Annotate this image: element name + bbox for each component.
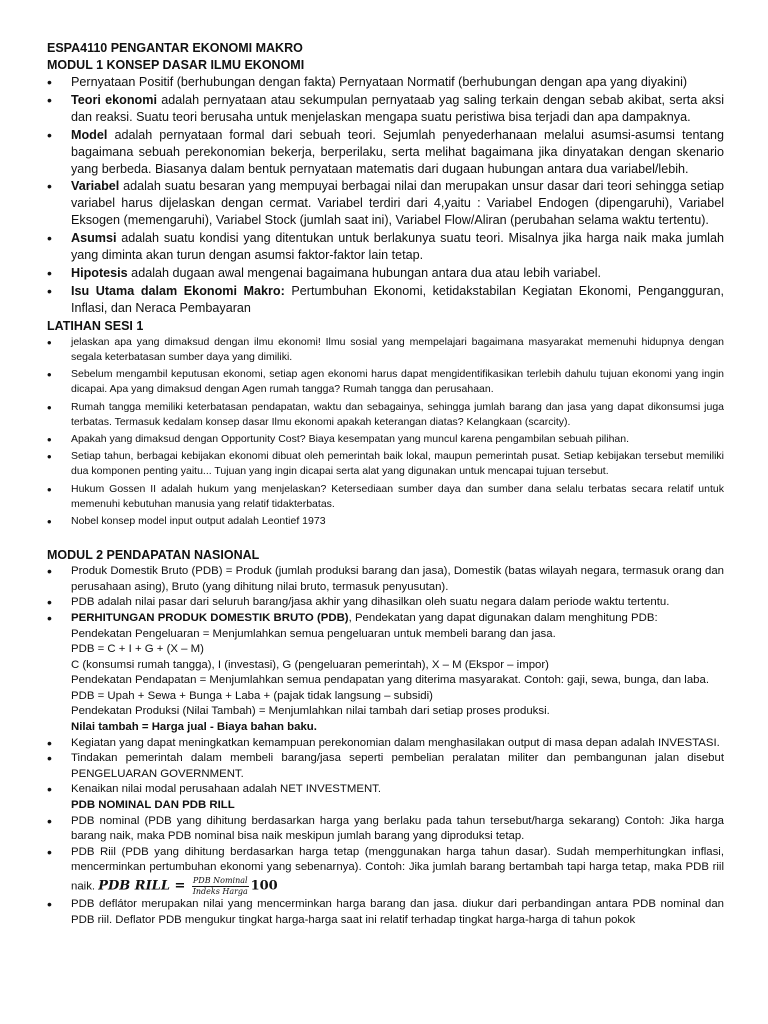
formula-fraction: $\frac{\text{PDB Nominal}}{\text{Indeks Harga}}$ — [192, 876, 248, 896]
list-item: • Teori ekonomi adalah pernyataan atau sekumpulan pernyataab yag saling terkain dengan sebab akibat, serta aksi dan reaksi. Suatu teori berusaha untuk menjelaskan mengapa suatu peristiwa bisa terjadi dan apa dampaknya. — [47, 92, 724, 126]
list-item: • Model adalah pernyataan formal dari sebuah teori. Sejumlah penyederhanaan melalui asumsi-asumsi tentang bagaimana sebuah perekonomian bekerja, berperilaku, serta melihat bagaimana jika dinyatakan dengan skenario yang berbeda. Biasanya dalam bentuk pernyataan matematis dari dugaan hubungan antara dua variabel/lebih. — [47, 127, 724, 178]
list-item: • Nobel konsep model input output adalah Leontief 1973 — [47, 514, 724, 529]
list-item: • Kegiatan yang dapat meningkatkan kemampuan perekonomian dalam menghasilakan output di masa depan adalah INVESTASI. — [47, 736, 724, 752]
list-item: • Isu Utama dalam Ekonomi Makro: Pertumbuhan Ekonomi, ketidakstabilan Kegiatan Ekonomi, Pengangguran, Inflasi, dan Neraca Pembayaran — [47, 283, 724, 317]
list-item: • PERHITUNGAN PRODUK DOMESTIK BRUTO (PDB), Pendekatan yang dapat digunakan dalam menghitung PDB: Pendekatan Pengeluaran = Menjumlahkan semua pengeluaran untuk membeli barang dan jasa. PDB = C + I + G + (X – M) C (konsumsi rumah tangga), I (investasi), G (pengeluaran pemerintah), X – M (Ekspor – impor) Pendekatan Pendapatan = Menjumlahkan semua pendapatan yang diterima masyarakat. Contoh: gaji, sewa, bunga, dan laba. PDB = Upah + Sewa + Bunga + Laba + (pajak tidak langsung – subsidi) Pendekatan Produksi (Nilai Tambah) = Menjumlahkan nilai tambah dari setiap proses produksi. Nilai tambah = Harga jual - Biaya bahan baku. — [47, 611, 724, 736]
list-item: • Variabel adalah suatu besaran yang mempuyai berbagai nilai dan merupakan unsur dasar dari teori sehingga setiap variabel harus dijelaskan dengan cermat. Variabel terdiri dari 4,yaitu : Variabel Endogen (dipengaruhi), Variabel Eksogen (memengaruhi), Variabel Stock (jumlah saat ini), Variabel Flow/Aliran (perubahan selama waktu tertentu). — [47, 178, 724, 229]
list-item: • Setiap tahun, berbagai kebijakan ekonomi dibuat oleh pemerintah baik lokal, maupun pemerintah pusat. Setiap kebijakan tersebut memiliki dua komponen penting yaitu... Tujuan yang ingin dicapai serta alat yang digunakan untuk mencapai tujuan tersebut. — [47, 449, 724, 479]
modul2-list-2 — [47, 814, 724, 929]
modul1-list — [47, 74, 724, 317]
formula-label: PDB RILL — [98, 878, 170, 894]
list-item: • PDB Riil (PDB yang dihitung berdasarkan harga tetap (menggunakan harga tahun dasar). Sudah memperhitungkan inflasi, mencerminkan pertumbuhan ekonomi yang sebenarnya). Contoh: Jika jumlah barang bertambah tapi harga tetap, maka PDB riil naik. PDB RILL = $\frac{\text{PDB Nominal}}{\text{Indeks Harga}}$ 100 — [47, 845, 724, 897]
modul2-title: MODUL 2 PENDAPATAN NASIONAL — [47, 548, 260, 563]
list-item: • Apakah yang dimaksud dengan Opportunity Cost? Biaya kesempatan yang muncul karena pengambilan sebuah pilihan. — [47, 432, 724, 447]
list-item: • Produk Domestik Bruto (PDB) = Produk (jumlah produksi barang dan jasa), Domestik (batas wilayah negara, termasuk orang dan perusahaan asing), Bruto (yang dihitung nilai bruto, termasuk penyusutan). — [47, 564, 724, 595]
list-item: • Asumsi adalah suatu kondisi yang ditentukan untuk berlakunya suatu teori. Misalnya jika harga naik maka jumlah yang diminta akan turun dengan asumsi faktor-faktor lain tetap. — [47, 230, 724, 264]
modul1-title: MODUL 1 KONSEP DASAR ILMU EKONOMI — [47, 58, 305, 72]
nominal-heading: PDB NOMINAL DAN PDB RILL — [71, 799, 235, 812]
list-item: • Rumah tangga memiliki keterbatasan pendapatan, waktu dan sebagainya, sehingga jumlah barang dan jasa yang dapat dikonsumsi juga terbatas. Termasuk kedalam konsep dasar Ilmu ekonomi apakah keterangan diatas? Kelangkaan (scarcity). — [47, 400, 724, 430]
list-item: • jelaskan apa yang dimaksud dengan ilmu ekonomi! Ilmu sosial yang mempelajari bagaimana masyarakat memenuhi hidupnya dengan segala keterbatasan sumber daya yang dimiliki. — [47, 335, 724, 365]
list-item: • Sebelum mengambil keputusan ekonomi, setiap agen ekonomi harus dapat mengidentifikasikan terlebih dahulu tujuan ekonomi yang ingin dicapai. Apa yang dimaksud dengan Agen rumah tangga? Rumah tangga dan perusahaan. — [47, 367, 724, 397]
list-item: • PDB nominal (PDB yang dihitung berdasarkan harga yang berlaku pada tahun tersebut/harga sekarang) Contoh: Jika harga barang naik, maka PDB nominal bisa naik meskipun jumlah barang yang diproduksi tetap. — [47, 814, 724, 845]
course-title: ESPA4110 PENGANTAR EKONOMI MAKRO — [47, 41, 303, 55]
latihan-list — [47, 335, 724, 529]
list-item: • Hipotesis adalah dugaan awal mengenai bagaimana hubungan antara dua atau lebih variabel. — [47, 265, 724, 282]
list-item: • PDB adalah nilai pasar dari seluruh barang/jasa akhir yang dihasilkan oleh suatu negara dalam periode waktu tertentu. — [47, 595, 724, 611]
list-item: • PDB deflátor merupakan nilai yang mencerminkan harga barang dan jasa. diukur dari perbandingan antara PDB nominal dan PDB riil. Deflator PDB mengukur tingkat harga-harga saat ini relatif terhadap tingkat harga-harga di tahun pokok — [47, 897, 724, 928]
list-item: • Tindakan pemerintah dalam membeli barang/jasa seperti pembelian peralatan militer dan pembangunan jalan disebut PENGELUARAN GOVERNMENT. — [47, 751, 724, 782]
latihan-title: LATIHAN SESI 1 — [47, 318, 144, 333]
list-item: • Kenaikan nilai modal perusahaan adalah NET INVESTMENT. — [47, 782, 724, 798]
list-item: • Hukum Gossen II adalah hukum yang menjelaskan? Ketersediaan sumber daya dan sumber dana selalu terbatas secara relatif untuk memenuhi kebutuhan manusia yang relatif tidakterbatas. — [47, 482, 724, 512]
list-item: • Pernyataan Positif (berhubungan dengan fakta) Pernyataan Normatif (berhubungan dengan apa yang diyakini) — [47, 74, 724, 91]
modul2-list — [47, 564, 724, 798]
